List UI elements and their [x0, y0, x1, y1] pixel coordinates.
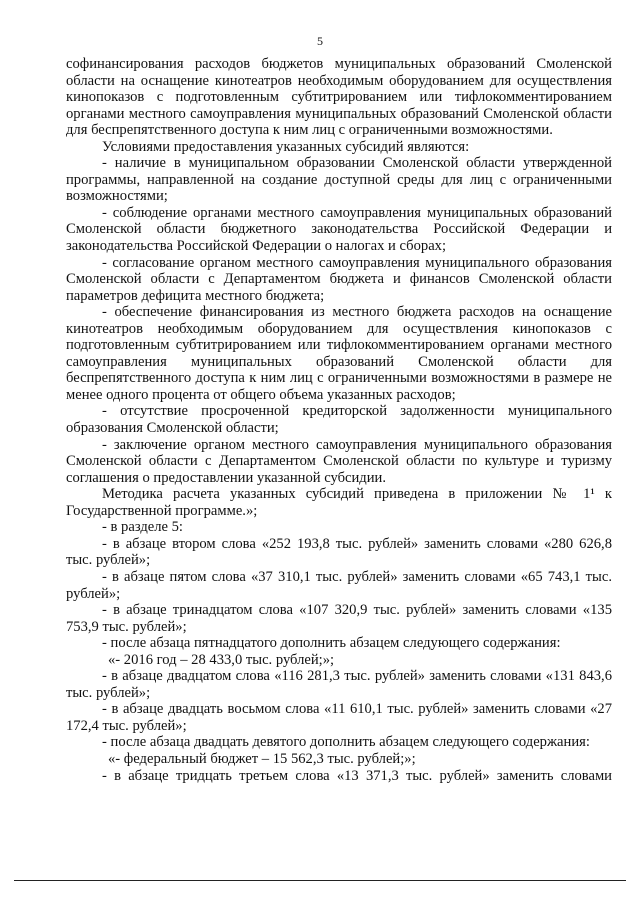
paragraph: «- 2016 год – 28 433,0 тыс. рублей;»; [108, 651, 335, 668]
page-number: 5 [317, 34, 323, 48]
paragraph: - в абзаце тридцать третьем слова «13 371,3 тыс. рублей» заменить словами [102, 767, 612, 784]
footer-divider [14, 880, 626, 881]
paragraph: - согласование органом местного самоуправления муниципального образования Смоленской области с Департаментом бюджета и финансов Смоленской области параметров дефицита местного бюджета; [66, 254, 612, 304]
paragraph: - в абзаце пятом слова «37 310,1 тыс. рублей» заменить словами «65 743,1 тыс. рублей»; [66, 568, 612, 602]
paragraph: - заключение органом местного самоуправления муниципального образования Смоленской области с Департаментом Смоленской области по культуре и туризму соглашения о предоставлении указанной субсидии. [66, 436, 612, 486]
paragraph: «- федеральный бюджет – 15 562,3 тыс. рублей;»; [108, 750, 416, 767]
paragraph: - после абзаца двадцать девятого дополнить абзацем следующего содержания: [102, 734, 590, 751]
paragraph: Методика расчета указанных субсидий приведена в приложении № 1¹ к Государственной программе.»; [66, 486, 612, 519]
paragraph: софинансирования расходов бюджетов муниципальных образований Смоленской области на оснащение кинотеатров необходимым оборудованием для осуществления кинопоказов с подготовленным субтитрированием или тифлокомментированием органами местного самоуправления муниципальных образований Смоленской области для беспрепятственного доступа к ним лиц с ограниченными возможностями. [66, 56, 612, 139]
paragraph: - в абзаце двадцать восьмом слова «11 610,1 тыс. рублей» заменить словами «27 172,4 тыс. рублей»; [66, 701, 612, 734]
paragraph: - в абзаце втором слова «252 193,8 тыс. рублей» заменить словами «280 626,8 тыс. рублей»; [66, 535, 612, 569]
paragraph: - в абзаце двадцатом слова «116 281,3 тыс. рублей» заменить словами «131 843,6 тыс. рублей»; [66, 668, 612, 701]
document-body [66, 56, 612, 784]
paragraph: - после абзаца пятнадцатого дополнить абзацем следующего содержания: [102, 635, 561, 652]
paragraph: Условиями предоставления указанных субсидий являются: [102, 138, 470, 155]
paragraph: - соблюдение органами местного самоуправления муниципальных образований Смоленской области бюджетного законодательства Российской Федерации и законодательства Российской Федерации о налогах и сборах; [66, 204, 612, 255]
paragraph: - в разделе 5: [102, 519, 183, 536]
paragraph: - обеспечение финансирования из местного бюджета расходов на оснащение кинотеатров необходимым оборудованием для осуществления кинопоказов с подготовленным субтитрированием или тифлокомментированием органами местного самоуправления муниципальных образований Смоленской области для беспрепятственного доступа к ним лиц с ограниченными возможностями в размере не менее одного процента от общего объема указанных расходов; [66, 304, 612, 403]
paragraph: - в абзаце тринадцатом слова «107 320,9 тыс. рублей» заменить словами «135 753,9 тыс. рублей»; [66, 602, 612, 635]
paragraph: - отсутствие просроченной кредиторской задолженности муниципального образования Смоленской области; [66, 403, 612, 437]
paragraph: - наличие в муниципальном образовании Смоленской области утвержденной программы, направленной на создание доступной среды для лиц с ограниченными возможностями; [66, 155, 612, 205]
